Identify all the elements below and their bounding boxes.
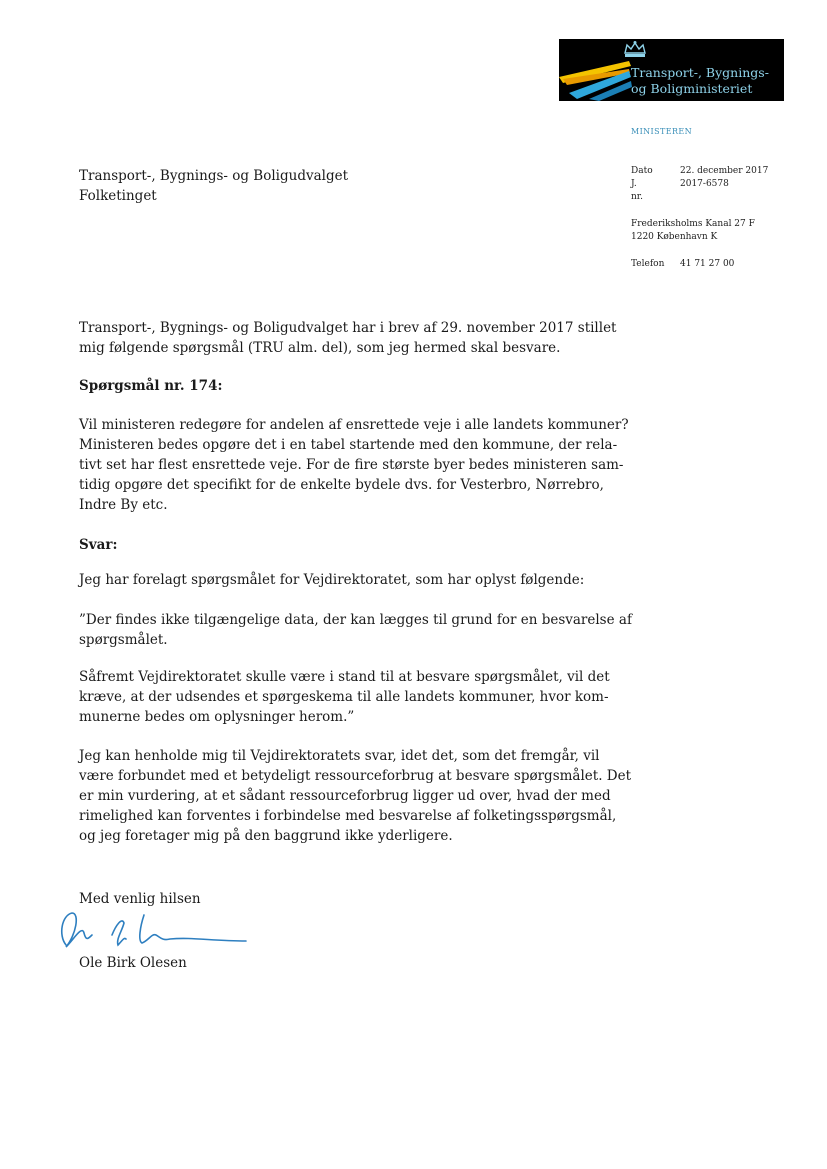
jnr-value: 2017-6578 (680, 179, 729, 189)
intro-line: mig følgende spørgsmål (TRU alm. del), som jeg hermed skal besvare. (79, 340, 561, 356)
phone-value: 41 71 27 00 (680, 259, 735, 269)
crown-icon (625, 41, 645, 57)
answer-line: Jeg kan henholde mig til Vejdirektoratets svar, idet det, som det fremgår, vil (79, 748, 600, 764)
phone-label: Telefon (631, 259, 665, 269)
answer-line: spørgsmålet. (79, 632, 168, 648)
answer-heading: Svar: (79, 537, 118, 553)
logo-text (631, 65, 769, 97)
jnr-label: J. nr. (631, 179, 643, 202)
answer-paragraph-1: Jeg har forelagt spørgsmålet for Vejdirektoratet, som har oplyst følgende: (79, 572, 585, 588)
ministry-logo (559, 39, 784, 101)
answer-paragraph-2 (79, 610, 632, 650)
answer-paragraph-3 (79, 667, 610, 727)
intro-line: Transport-, Bygnings- og Boligudvalget har i brev af 29. november 2017 stillet (79, 320, 617, 336)
signature-name: Ole Birk Olesen (79, 955, 187, 971)
question-line: Indre By etc. (79, 497, 168, 513)
question-heading: Spørgsmål nr. 174: (79, 378, 223, 394)
answer-line: ”Der findes ikke tilgængelige data, der kan lægges til grund for en besvarelse af (79, 612, 632, 628)
address (631, 218, 755, 244)
question-line: tidig opgøre det specifikt for de enkelte bydele dvs. for Vesterbro, Nørrebro, (79, 477, 604, 493)
answer-line: er min vurdering, at et sådant ressourceforbrug ligger ud over, hvad der med (79, 788, 611, 804)
closing: Med venlig hilsen (79, 891, 201, 907)
question-line: Ministeren bedes opgøre det i en tabel startende med den kommune, der rela- (79, 437, 618, 453)
logo-line-2: og Boligministeriet (631, 81, 753, 96)
answer-line: kræve, at der udsendes et spørgeskema til alle landets kommuner, hvor kom- (79, 689, 609, 705)
recipient-line-2: Folketinget (79, 188, 157, 204)
answer-line: rimelighed kan forventes i forbindelse med besvarelse af folketingsspørgsmål, (79, 808, 617, 824)
date-value: 22. december 2017 (680, 166, 769, 176)
recipient (79, 166, 348, 206)
logo-line-1: Transport-, Bygnings- (631, 65, 769, 80)
answer-line: være forbundet med et betydeligt ressourceforbrug at besvare spørgsmålet. Det (79, 768, 632, 784)
answer-line: Såfremt Vejdirektoratet skulle være i stand til at besvare spørgsmålet, vil det (79, 669, 610, 685)
question-line: Vil ministeren redegøre for andelen af ensrettede veje i alle landets kommuner? (79, 417, 629, 433)
answer-paragraph-4 (79, 746, 632, 846)
question-line: tivt set har flest ensrettede veje. For de fire største byer bedes ministeren sam- (79, 457, 624, 473)
question-paragraph (79, 415, 629, 515)
answer-line: og jeg foretager mig på den baggrund ikke yderligere. (79, 828, 453, 844)
recipient-line-1: Transport-, Bygnings- og Boligudvalget (79, 168, 349, 184)
sender-label: MINISTEREN (631, 127, 693, 136)
answer-line: munerne bedes om oplysninger herom.” (79, 709, 355, 725)
intro-paragraph (79, 318, 617, 358)
address-line-1: Frederiksholms Kanal 27 F (631, 219, 755, 229)
date-label: Dato (631, 166, 653, 176)
address-line-2: 1220 København K (631, 232, 718, 242)
